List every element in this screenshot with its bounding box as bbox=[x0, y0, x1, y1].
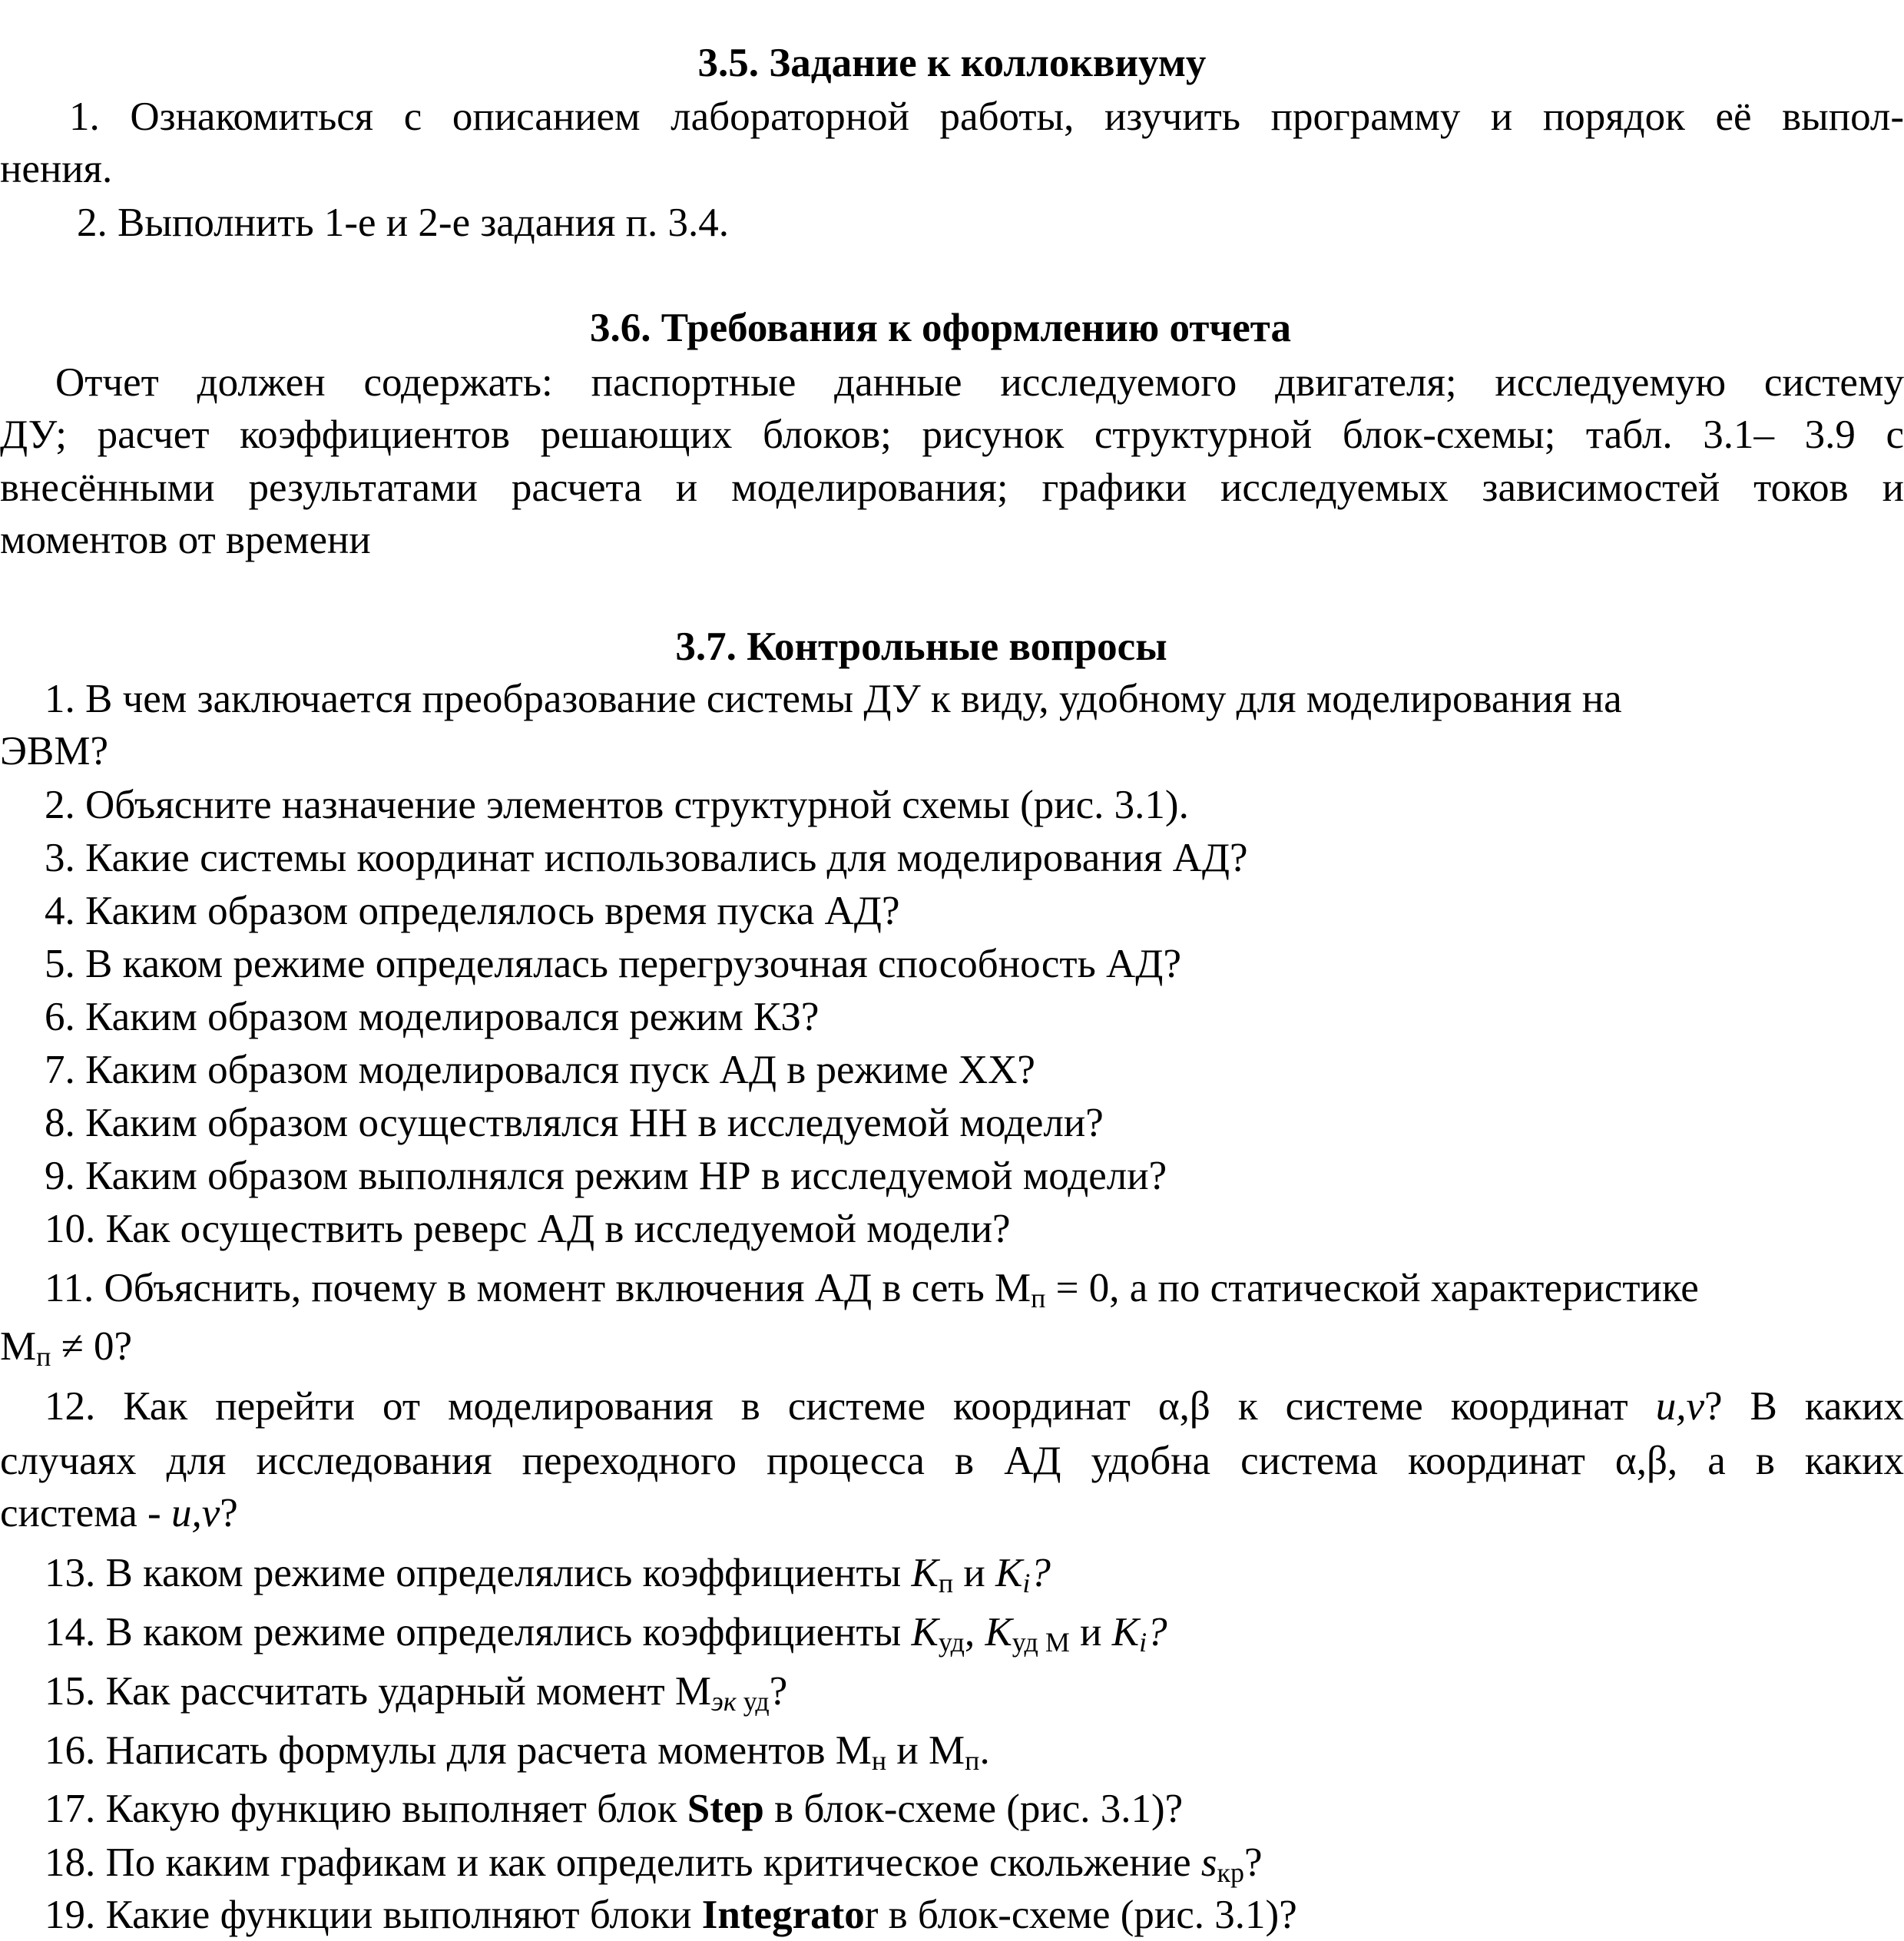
question-14-text-c: ? bbox=[1147, 1610, 1167, 1654]
question-14-k1: K bbox=[911, 1610, 939, 1654]
question-16-text-b: и М bbox=[886, 1728, 965, 1773]
question-14-k3: K bbox=[1111, 1610, 1140, 1654]
question-18-text-b: ? bbox=[1244, 1840, 1263, 1885]
question-12-text-b: ? В каких bbox=[1704, 1384, 1904, 1429]
question-16 bbox=[45, 1727, 1904, 1774]
question-11-text-a: 11. Объяснить, почему в момент включения АД в сеть М bbox=[45, 1266, 1031, 1310]
question-13-text-a: 13. В каком режиме определялись коэффициенты bbox=[45, 1551, 912, 1595]
question-4: 4. Каким образом определялось время пуска АД? bbox=[45, 889, 900, 933]
question-13-k2: K bbox=[995, 1551, 1023, 1595]
question-12-uv-a: u,v bbox=[1655, 1384, 1704, 1429]
question-12-line1 bbox=[0, 1383, 1904, 1429]
question-14-sep: , bbox=[964, 1610, 985, 1654]
question-11-text-b: = 0, а по статической характеристике bbox=[1045, 1266, 1699, 1310]
question-13-k1-sub: п bbox=[938, 1568, 954, 1598]
question-14-text-b: и bbox=[1069, 1610, 1112, 1654]
question-11-text-d: ≠ 0? bbox=[51, 1324, 133, 1369]
question-12-line3 bbox=[0, 1490, 1904, 1536]
question-19-text-b: r в блок-схеме (рис. 3.1)? bbox=[864, 1893, 1297, 1937]
question-14-k1-sub: уд bbox=[938, 1627, 965, 1658]
question-16-sub-a: н bbox=[871, 1745, 887, 1776]
question-11-line1 bbox=[45, 1265, 1904, 1311]
question-14-k3-sub: i bbox=[1139, 1627, 1147, 1658]
question-15 bbox=[45, 1668, 1904, 1717]
question-12-uv-b: u,v bbox=[171, 1491, 220, 1535]
question-7: 7. Каким образом моделировался пуск АД в режиме ХХ? bbox=[45, 1048, 1035, 1092]
question-5: 5. В каком режиме определялась перегрузочная способность АД? bbox=[45, 942, 1181, 986]
question-19-text-a: 19. Какие функции выполняют блоки bbox=[45, 1893, 702, 1937]
section-3-6-line1: Отчет должен содержать: паспортные данные исследуемого двигателя; исследуемую систему bbox=[55, 360, 1904, 405]
question-12-text-a: 12. Как перейти от моделирования в системе координат α,β к системе координат bbox=[45, 1384, 1656, 1429]
question-17-text-b: в блок-схеме (рис. 3.1)? bbox=[763, 1787, 1184, 1831]
question-18-text-a: 18. По каким графикам и как определить критическое скольжение bbox=[45, 1840, 1201, 1885]
question-2: 2. Объясните назначение элементов структурной схемы (рис. 3.1). bbox=[45, 783, 1189, 827]
section-3-6-line4: моментов от времени bbox=[0, 518, 371, 562]
question-19 bbox=[45, 1892, 1904, 1938]
section-3-6-line3: внесёнными результатами расчета и моделирования; графики исследуемых зависимостей токов и bbox=[0, 465, 1904, 510]
question-1-line1: 1. В чем заключается преобразование системы ДУ к виду, удобному для моделирования на bbox=[45, 677, 1622, 721]
section-3-5-item1-line2: нения. bbox=[0, 147, 113, 191]
section-3-6-line2: ДУ; расчет коэффициентов решающих блоков; рисунок структурной блок-схемы; табл. 3.1– 3.9 с bbox=[0, 412, 1904, 457]
question-14-k2-sub: уд М bbox=[1012, 1627, 1070, 1658]
question-17 bbox=[45, 1786, 1904, 1832]
question-16-text-c: . bbox=[979, 1728, 990, 1773]
section-3-6-title: 3.6. Требования к оформлению отчета bbox=[590, 306, 1291, 350]
question-16-text-a: 16. Написать формулы для расчета моментов М bbox=[45, 1728, 872, 1773]
question-17-text-a: 17. Какую функцию выполняет блок bbox=[45, 1787, 687, 1831]
question-14 bbox=[45, 1609, 1904, 1658]
question-12-text-c: система - bbox=[0, 1491, 171, 1535]
question-18-s: s bbox=[1200, 1840, 1217, 1885]
question-11-sub-a: п bbox=[1031, 1283, 1046, 1313]
question-18-s-sub: кр bbox=[1217, 1857, 1245, 1888]
question-15-sub-italic: эк bbox=[710, 1686, 737, 1717]
question-18 bbox=[45, 1840, 1904, 1886]
section-3-7-title: 3.7. Контрольные вопросы bbox=[675, 624, 1167, 669]
question-6: 6. Каким образом моделировался режим КЗ? bbox=[45, 995, 820, 1039]
question-9: 9. Каким образом выполнялся режим НР в исследуемой модели? bbox=[45, 1154, 1167, 1198]
question-14-k2: K bbox=[985, 1610, 1012, 1654]
question-3: 3. Какие системы координат использовались для моделирования АД? bbox=[45, 836, 1248, 880]
question-14-text-a: 14. В каком режиме определялись коэффициенты bbox=[45, 1610, 912, 1654]
question-10: 10. Как осуществить реверс АД в исследуемой модели? bbox=[45, 1207, 1011, 1251]
question-17-block-name: Step bbox=[687, 1787, 764, 1831]
section-3-5-item2: 2. Выполнить 1-е и 2-е задания п. 3.4. bbox=[77, 200, 730, 245]
question-15-sub-rest: уд bbox=[736, 1686, 770, 1717]
question-11-text-c: М bbox=[0, 1324, 37, 1369]
question-13 bbox=[45, 1550, 1904, 1596]
question-19-block-name: Integrato bbox=[701, 1893, 865, 1937]
question-11-line2 bbox=[0, 1323, 1904, 1370]
question-12-line2: случаях для исследования переходного процесса в АД удобна система координат α,β, а в каких bbox=[0, 1439, 1904, 1483]
section-3-5-title: 3.5. Задание к коллоквиуму bbox=[697, 41, 1207, 85]
question-12-text-d: ? bbox=[220, 1491, 238, 1535]
question-1-line2: ЭВМ? bbox=[0, 729, 108, 773]
question-15-text-a: 15. Как рассчитать ударный момент М bbox=[45, 1669, 711, 1714]
question-16-sub-b: п bbox=[965, 1745, 980, 1776]
question-13-k2-sub: i bbox=[1022, 1568, 1031, 1598]
question-11-sub-b: п bbox=[36, 1341, 51, 1372]
question-13-text-b: и bbox=[953, 1551, 996, 1595]
question-13-text-c: ? bbox=[1030, 1551, 1051, 1595]
question-13-k1: K bbox=[911, 1551, 939, 1595]
question-8: 8. Каким образом осуществлялся НН в исследуемой модели? bbox=[45, 1101, 1104, 1145]
question-15-text-b: ? bbox=[769, 1669, 788, 1714]
section-3-5-item1-line1: 1. Ознакомиться с описанием лабораторной работы, изучить программу и порядок её выпол- bbox=[69, 94, 1904, 139]
